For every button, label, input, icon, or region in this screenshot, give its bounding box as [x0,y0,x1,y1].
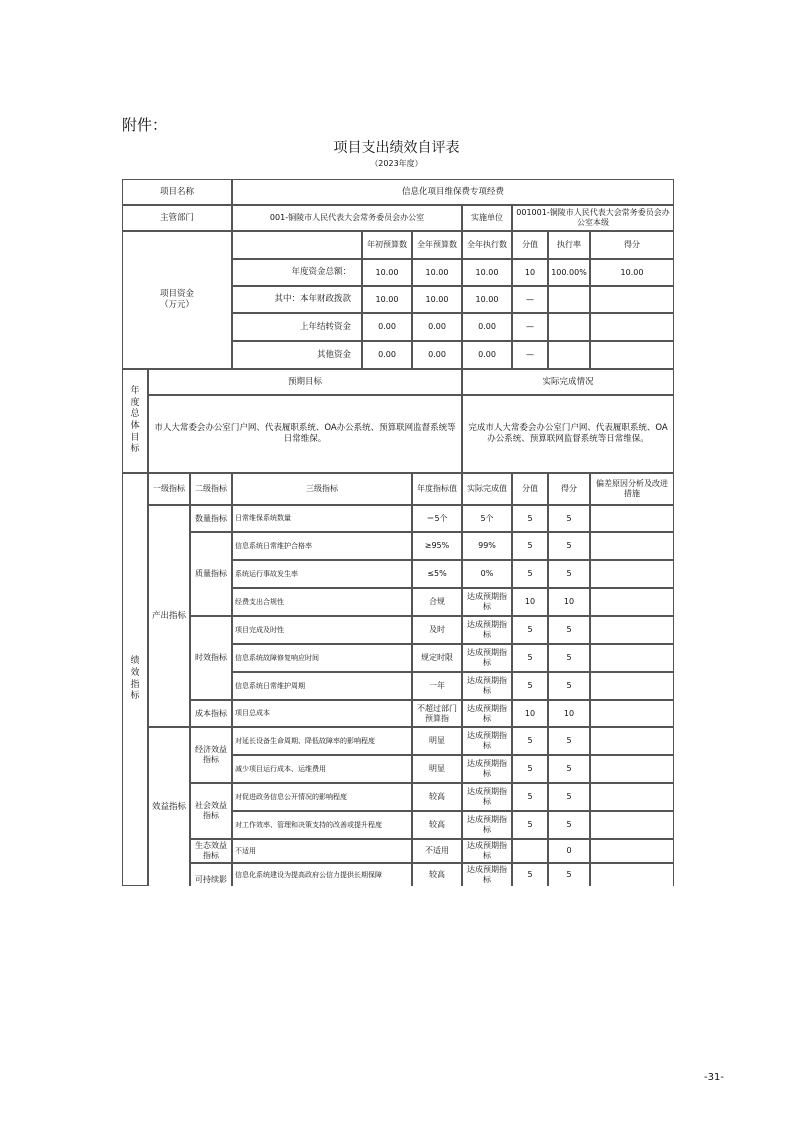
perf-cell-score: 10 [548,700,590,727]
fund-cell-executed: 10.00 [462,259,512,286]
perf-cell-target: 不适用 [412,839,462,863]
fund-cell-score_value: — [512,341,548,369]
fund-cell-initial: 10.00 [362,286,412,313]
perf-cell-deviation [590,863,674,886]
fund-cell-name: 上年结转资金 [232,313,362,341]
perf-cell-actual: 达成预期指标 [462,839,512,863]
group-sustainable: 可持续影 [190,863,232,886]
project-name-label: 项目名称 [122,179,232,205]
perf-cell-deviation [590,755,674,783]
perf-cell-target: ≤5% [412,560,462,588]
funds-label: 项目资金 （万元） [122,231,232,369]
perf-label: 绩 效 指 标 [122,473,148,886]
fund-cell-initial: 0.00 [362,341,412,369]
fund-cell-score [590,286,674,313]
perf-cell-value: 10 [512,588,548,616]
perf-cell-deviation [590,505,674,532]
group-cost: 成本指标 [190,700,232,727]
fund-cell-executed: 0.00 [462,313,512,341]
perf-cell-indicator: 信息化系统建设为提高政府公信力提供长期保障 [232,863,412,886]
perf-cell-indicator: 信息系统日常维护周期 [232,672,412,700]
perf-cell-actual: 达成预期指标 [462,616,512,644]
perf-cell-indicator: 对工作效率、管理和决策支持的改善或提升程度 [232,811,412,839]
fund-cell-score_value: — [512,286,548,313]
perf-cell-score: 5 [548,672,590,700]
fund-cell-score: 10.00 [590,259,674,286]
perf-header-actual: 实际完成值 [462,473,512,505]
perf-cell-deviation [590,588,674,616]
fund-cell-name: 其中：本年财政拨款 [232,286,362,313]
page-number: -31- [704,1072,724,1083]
goals-expected-text: 市人大常委会办公室门户网、代表履职系统、OA办公系统、预算联网监督系统等日常维保。 [148,395,462,473]
perf-header-deviation: 偏差原因分析及改进措施 [590,473,674,505]
perf-cell-value: 5 [512,505,548,532]
perf-cell-score: 5 [548,727,590,755]
funds-header-score: 得分 [590,231,674,259]
group-quality: 质量指标 [190,532,232,616]
perf-cell-score: 5 [548,616,590,644]
fund-cell-rate [548,286,590,313]
perf-cell-target: ≥95% [412,532,462,560]
fund-cell-executed: 10.00 [462,286,512,313]
perf-cell-indicator: 对促进政务信息公开情况的影响程度 [232,783,412,811]
perf-cell-score: 5 [548,505,590,532]
group-social: 社会效益指标 [190,783,232,839]
perf-cell-target: 较高 [412,783,462,811]
output-indicator-label: 产出指标 [148,505,190,727]
perf-cell-actual: 达成预期指标 [462,755,512,783]
perf-cell-target: ＝5个 [412,505,462,532]
perf-cell-value: 5 [512,672,548,700]
goals-actual-header: 实际完成情况 [462,369,674,395]
perf-cell-deviation [590,811,674,839]
perf-cell-score: 10 [548,588,590,616]
perf-cell-deviation [590,532,674,560]
funds-header-score-value: 分值 [512,231,548,259]
perf-cell-actual: 达成预期指标 [462,811,512,839]
perf-cell-score: 5 [548,532,590,560]
perf-cell-indicator: 信息系统日常维护合格率 [232,532,412,560]
fund-cell-name: 年度资金总额： [232,259,362,286]
unit-value: 001001-铜陵市人民代表大会常务委员会办公室本级 [512,205,674,231]
perf-cell-actual: 达成预期指标 [462,863,512,886]
dept-value: 001-铜陵市人民代表大会常务委员会办公室 [232,205,462,231]
fund-cell-annual: 10.00 [412,259,462,286]
perf-cell-deviation [590,560,674,588]
perf-header-level2: 二级指标 [190,473,232,505]
perf-cell-indicator: 对延长设备生命周期、降低故障率的影响程度 [232,727,412,755]
group-timeliness: 时效指标 [190,616,232,700]
funds-header-annual: 全年预算数 [412,231,462,259]
perf-header-score: 得分 [548,473,590,505]
fund-cell-score_value: 10 [512,259,548,286]
perf-cell-value [512,839,548,863]
perf-cell-indicator: 信息系统故障修复响应时间 [232,644,412,672]
perf-cell-score: 5 [548,755,590,783]
perf-cell-value: 5 [512,560,548,588]
perf-cell-score: 5 [548,863,590,886]
funds-header-executed: 全年执行数 [462,231,512,259]
fund-cell-score [590,341,674,369]
perf-cell-actual: 达成预期指标 [462,588,512,616]
perf-cell-actual: 99% [462,532,512,560]
attachment-label: 附件： [122,116,168,134]
benefit-indicator-label: 效益指标 [148,727,190,886]
perf-cell-deviation [590,672,674,700]
perf-cell-value: 5 [512,616,548,644]
funds-header-rate: 执行率 [548,231,590,259]
perf-cell-value: 5 [512,532,548,560]
fund-cell-initial: 0.00 [362,313,412,341]
year-label: （2023年度） [370,159,423,168]
fund-cell-rate [548,341,590,369]
perf-header-target: 年度指标值 [412,473,462,505]
perf-cell-indicator: 减少项目运行成本、运维费用 [232,755,412,783]
fund-cell-annual: 10.00 [412,286,462,313]
perf-cell-score: 5 [548,560,590,588]
perf-cell-score: 0 [548,839,590,863]
perf-cell-actual: 达成预期指标 [462,672,512,700]
fund-cell-annual: 0.00 [412,341,462,369]
perf-cell-target: 合规 [412,588,462,616]
funds-header-blank [232,231,362,259]
perf-cell-actual: 达成预期指标 [462,783,512,811]
perf-cell-target: 一年 [412,672,462,700]
perf-cell-deviation [590,727,674,755]
perf-cell-deviation [590,783,674,811]
perf-cell-actual: 0% [462,560,512,588]
perf-header-value: 分值 [512,473,548,505]
perf-cell-value: 5 [512,863,548,886]
perf-cell-indicator: 日常维保系统数量 [232,505,412,532]
goals-label: 年 度 总 体 目 标 [122,369,148,473]
perf-cell-deviation [590,616,674,644]
perf-cell-target: 规定时限 [412,644,462,672]
fund-cell-initial: 10.00 [362,259,412,286]
perf-cell-deviation [590,839,674,863]
perf-cell-value: 10 [512,700,548,727]
fund-cell-annual: 0.00 [412,313,462,341]
perf-cell-actual: 达成预期指标 [462,700,512,727]
perf-header-level3: 三级指标 [232,473,412,505]
perf-header-level1: 一级指标 [148,473,190,505]
perf-cell-score: 5 [548,783,590,811]
perf-cell-indicator: 经费支出合规性 [232,588,412,616]
perf-cell-value: 5 [512,783,548,811]
perf-cell-value: 5 [512,811,548,839]
perf-cell-indicator: 项目总成本 [232,700,412,727]
perf-cell-score: 5 [548,811,590,839]
group-quantity: 数量指标 [190,505,232,532]
perf-cell-target: 明显 [412,755,462,783]
fund-cell-executed: 0.00 [462,341,512,369]
goals-actual-text: 完成市人大常委会办公室门户网、代表履职系统、OA办公系统、预算联网监督系统等日常维保。 [462,395,674,473]
perf-cell-score: 5 [548,644,590,672]
perf-cell-indicator: 不适用 [232,839,412,863]
group-ecological: 生态效益指标 [190,839,232,863]
perf-cell-deviation [590,700,674,727]
perf-cell-value: 5 [512,644,548,672]
perf-cell-actual: 达成预期指标 [462,727,512,755]
perf-cell-actual: 达成预期指标 [462,644,512,672]
perf-cell-value: 5 [512,727,548,755]
perf-cell-target: 较高 [412,811,462,839]
fund-cell-score [590,313,674,341]
perf-cell-target: 明显 [412,727,462,755]
page-title: 项目支出绩效自评表 [333,140,460,156]
perf-cell-target: 及时 [412,616,462,644]
unit-label: 实施单位 [462,205,512,231]
perf-cell-indicator: 系统运行事故发生率 [232,560,412,588]
project-name-value: 信息化项目维保费专项经费 [232,179,674,205]
perf-cell-target: 较高 [412,863,462,886]
fund-cell-name: 其他资金 [232,341,362,369]
fund-cell-rate [548,313,590,341]
funds-header-initial: 年初预算数 [362,231,412,259]
perf-cell-actual: 5个 [462,505,512,532]
dept-label: 主管部门 [122,205,232,231]
fund-cell-score_value: — [512,313,548,341]
perf-cell-value: 5 [512,755,548,783]
goals-expected-header: 预期目标 [148,369,462,395]
perf-cell-deviation [590,644,674,672]
fund-cell-rate: 100.00% [548,259,590,286]
group-economic: 经济效益指标 [190,727,232,783]
perf-cell-indicator: 项目完成及时性 [232,616,412,644]
perf-cell-target: 不超过部门预算指 [412,700,462,727]
